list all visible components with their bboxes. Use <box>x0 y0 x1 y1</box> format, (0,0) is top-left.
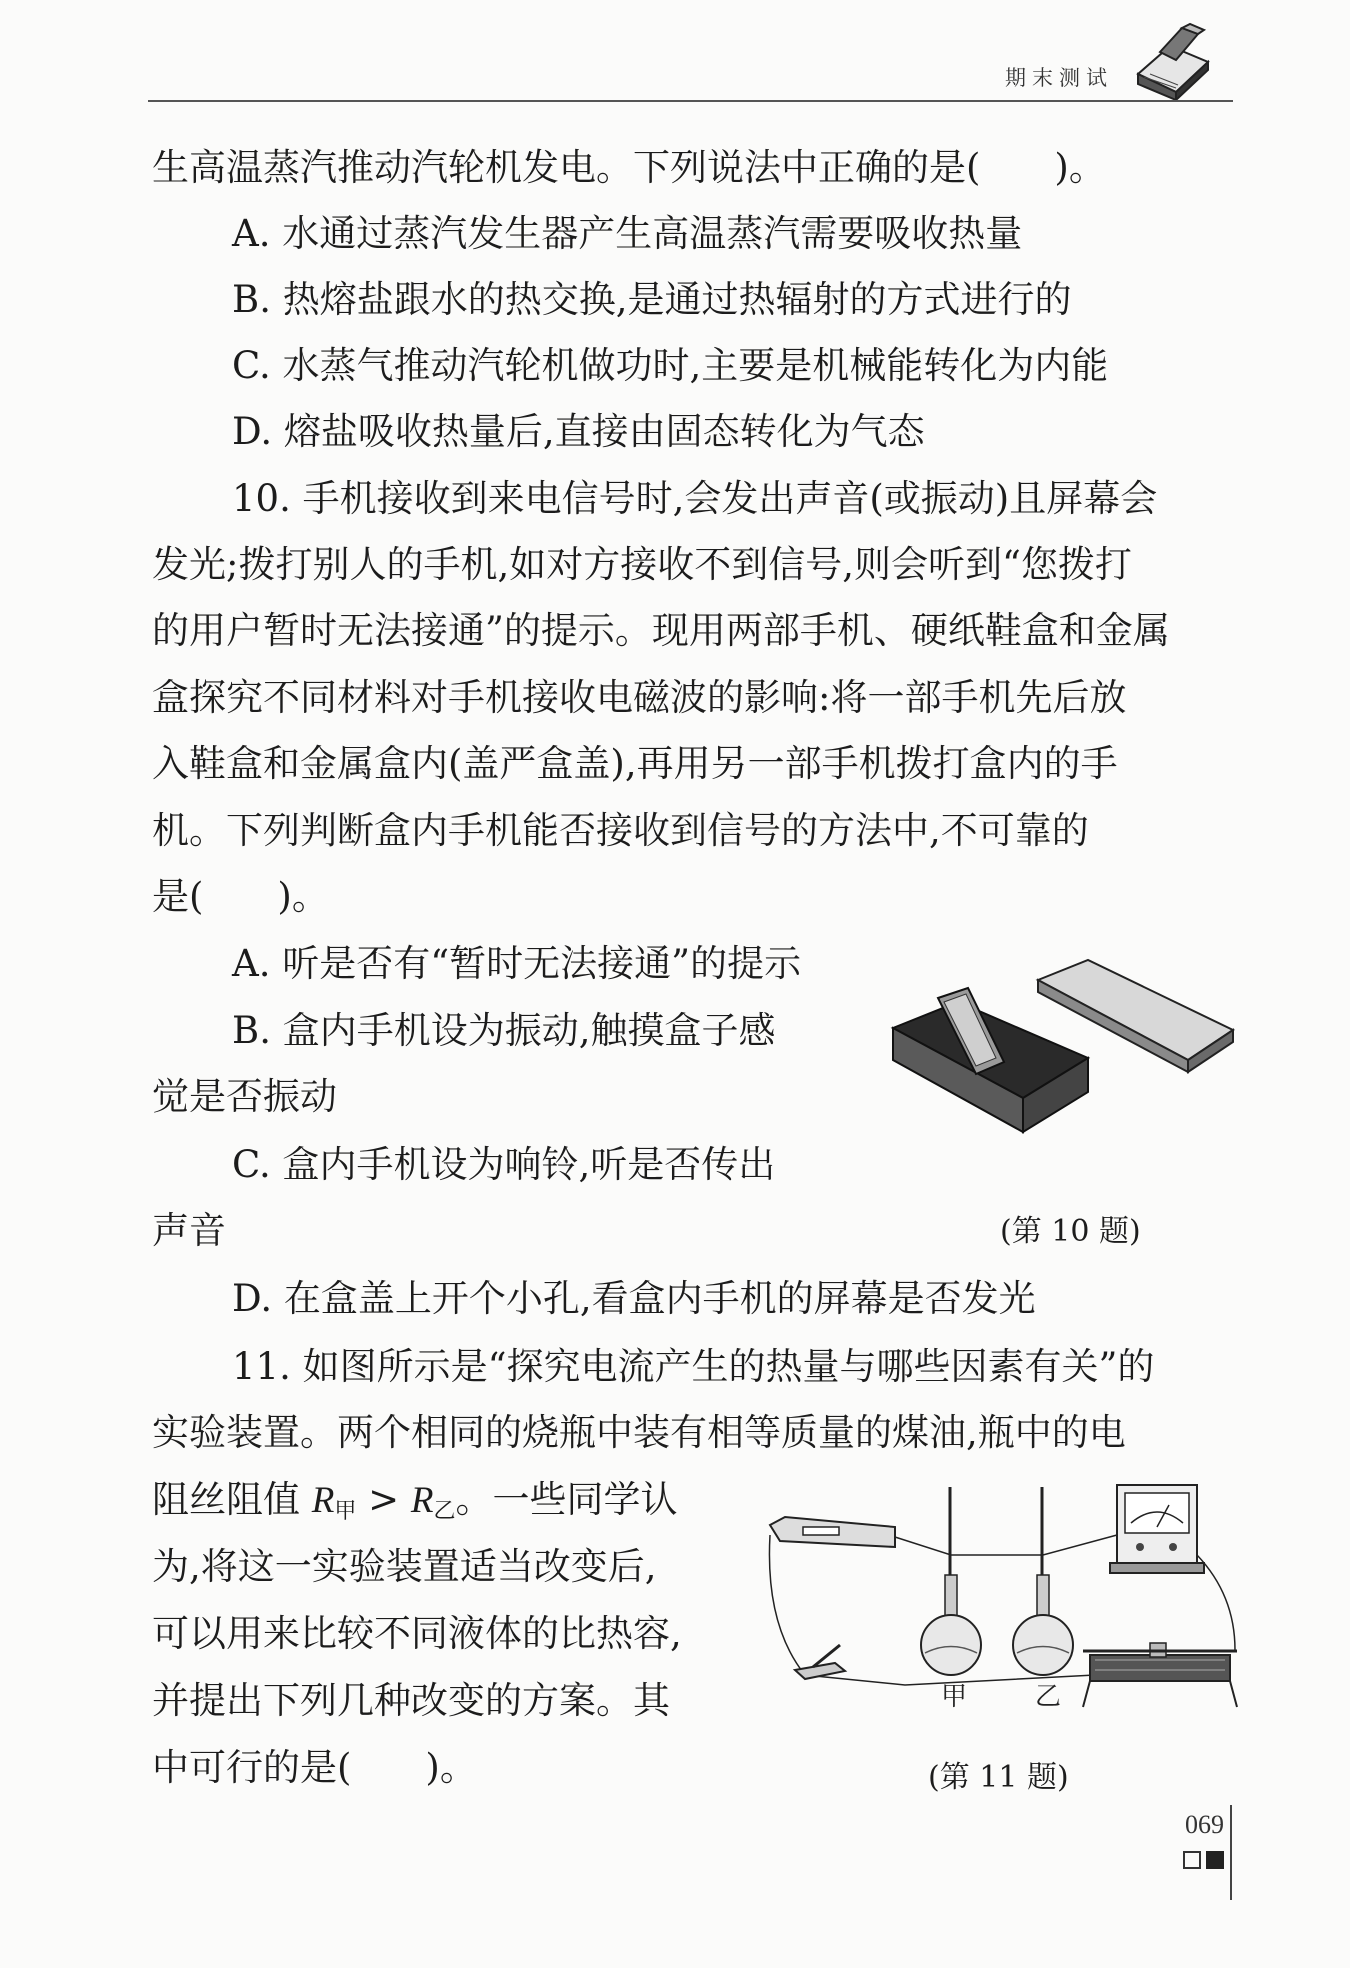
q10-option-b-line-2: 觉是否振动 <box>152 1075 337 1118</box>
q11-stem-line-2: 实验装置。两个相同的烧瓶中装有相等质量的煤油,瓶中的电 <box>152 1411 1126 1454</box>
filled-square-icon <box>1206 1851 1224 1869</box>
q9-option-d: D. 熔盐吸收热量后,直接由固态转化为气态 <box>232 410 925 453</box>
q9-option-b: B. 热熔盐跟水的热交换,是通过热辐射的方式进行的 <box>232 278 1072 321</box>
figure-10-caption: (第 10 题) <box>1000 1214 1141 1249</box>
q10-stem-line-6: 机。下列判断盒内手机能否接收到信号的方法中,不可靠的 <box>152 809 1089 852</box>
q10-option-b-line-1: B. 盒内手机设为振动,触摸盒子感 <box>232 1009 776 1052</box>
q10-stem-line-7: 是( )。 <box>152 875 329 918</box>
q10-stem-line-3: 的用户暂时无法接通”的提示。现用两部手机、硬纸鞋盒和金属 <box>152 609 1170 652</box>
figure-11-caption: (第 11 题) <box>928 1760 1069 1795</box>
q11-stem-line-1: 11. 如图所示是“探究电流产生的热量与哪些因素有关”的 <box>232 1345 1155 1388</box>
q10-option-a: A. 听是否有“暂时无法接通”的提示 <box>232 942 802 985</box>
q11-stem-line-6: 并提出下列几种改变的方案。其 <box>152 1679 670 1722</box>
q10-option-c-line-1: C. 盒内手机设为响铃,听是否传出 <box>232 1143 776 1186</box>
q11-line3-suffix: 。一些同学认 <box>455 1478 678 1521</box>
q11-stem-line-7: 中可行的是( )。 <box>152 1746 477 1789</box>
q9-option-a: A. 水通过蒸汽发生器产生高温蒸汽需要吸收热量 <box>232 212 1023 255</box>
q10-option-d: D. 在盒盖上开个小孔,看盒内手机的屏幕是否发光 <box>232 1277 1036 1320</box>
q10-option-c-line-2: 声音 <box>152 1209 226 1252</box>
flask-label-yi: 乙 <box>1035 1682 1062 1712</box>
q11-stem-line-5: 可以用来比较不同液体的比热容, <box>152 1612 682 1655</box>
q11-stem-line-3 <box>152 1478 678 1534</box>
resistance-subscript-2: 乙 <box>433 1499 456 1524</box>
resistance-subscript-1: 甲 <box>334 1499 357 1524</box>
resistance-symbol-2: R <box>410 1480 434 1521</box>
q11-stem-line-4: 为,将这一实验装置适当改变后, <box>152 1545 657 1588</box>
header-title: 期末测试 <box>1005 66 1113 90</box>
book-icon <box>1130 22 1212 100</box>
figure-11-circuit <box>765 1475 1245 1735</box>
q10-stem-line-4: 盒探究不同材料对手机接收电磁波的影响:将一部手机先后放 <box>152 676 1127 719</box>
figure-10-phone-box <box>888 950 1238 1150</box>
page-number: 069 <box>1185 1810 1224 1839</box>
page-number-rule <box>1230 1805 1232 1900</box>
header-divider <box>148 100 1233 102</box>
q10-stem-line-5: 入鞋盒和金属盒内(盖严盒盖),再用另一部手机拨打盒内的手 <box>152 742 1118 785</box>
empty-square-icon <box>1183 1851 1201 1869</box>
flask-label-jia: 甲 <box>941 1682 968 1712</box>
q11-line3-prefix: 阻丝阻值 <box>152 1478 312 1521</box>
greater-than-sign: > <box>356 1478 411 1521</box>
q9-stem-line: 生高温蒸汽推动汽轮机发电。下列说法中正确的是( )。 <box>152 146 1106 189</box>
resistance-symbol-1: R <box>311 1480 335 1521</box>
q9-option-c: C. 水蒸气推动汽轮机做功时,主要是机械能转化为内能 <box>232 344 1109 387</box>
q10-stem-line-1: 10. 手机接收到来电信号时,会发出声音(或振动)且屏幕会 <box>232 477 1158 520</box>
q10-stem-line-2: 发光;拨打别人的手机,如对方接收不到信号,则会听到“您拨打 <box>152 543 1132 586</box>
